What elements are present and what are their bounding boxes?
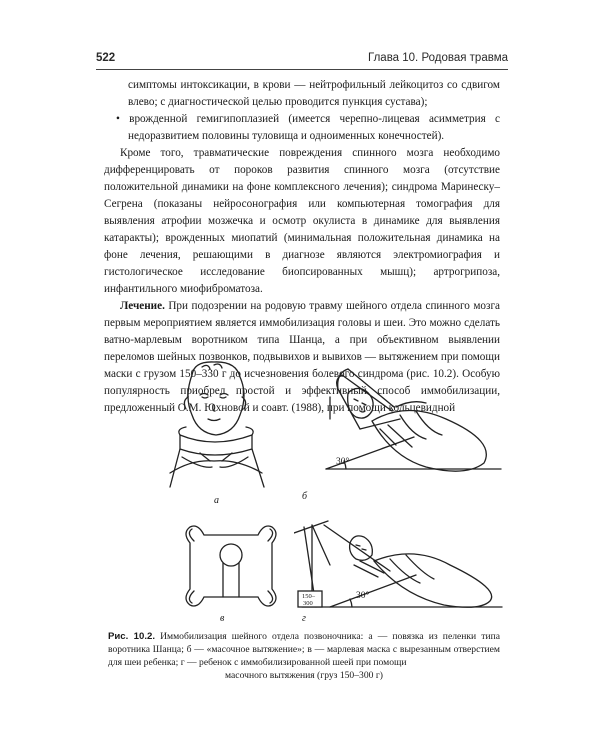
panel-label-d: г — [302, 613, 306, 624]
header-rule — [96, 69, 508, 70]
panel-label-a: а — [214, 495, 219, 506]
panel-label-b: б — [302, 491, 308, 502]
figure-caption — [108, 630, 500, 682]
bullet-item: • врожденной гемигипоплазией (имеется черепно-лицевая асимметрия с недоразвитием половины туловища и одноименных конечностей). — [116, 113, 500, 142]
panel-label-c: в — [220, 613, 225, 624]
page-number: 522 — [96, 52, 116, 64]
caption-last-line: масочного вытяжения (груз 150–300 г) — [225, 670, 383, 681]
mask-traction-illustration — [296, 359, 504, 479]
treatment-heading: Лечение. — [120, 300, 165, 312]
gauze-mask-illustration — [176, 523, 286, 611]
chapter-title: Глава 10. Родовая травма — [368, 52, 508, 64]
weight-label-bottom: 300 — [303, 600, 313, 607]
caption-figure-id: Рис. 10.2. — [108, 631, 155, 642]
weight-label-top: 150– — [302, 593, 315, 600]
angle-label-b: 30° — [336, 457, 350, 467]
treatment-text: При подозрении на родовую травму шейного отдела спинного мозга первым мероприятием является иммобилизация головы и шеи. Это можно сделать ватно-марлевым воротником типа Шанца, а при объективном выявлении переломов шейных позвонков, подвывихов и вывихов — вытяжением при помощи маски с грузом 150–330 г до исчезновения болевого синдрома (рис. 10.2). Особую популярность приобрел простой и эффективный способ иммобилизации, предложенный О.М. Юхновой и соавт. (1988), при помощи кольцевидной — [104, 300, 500, 414]
caption-text: Иммобилизация шейного отдела позвоночника: а — повязка из пеленки типа воротника Шанца; б — «масочное вытяжение»; в — марлевая маска с вырезанным отверстием для шеи ребенка; г — ребенок с иммобилизированной шеей при помощи — [108, 631, 500, 668]
figure-10-2 — [104, 355, 504, 627]
weighted-traction-illustration — [294, 515, 506, 615]
paragraph: Кроме того, травматические повреждения спинного мозга необходимо дифференцировать от пороков развития спинного мозга (отсутствие положительной динамики на фоне комплексного лечения); синдрома Маринеску–Сегрена (показаны нейросонография или компьютерная томография для выявления атрофии мозжечка и осмотр окулиста в динамике для выявления катаракты); врожденных миопатий (минимальная положительная динамика на фоне лечения, решающими в диагнозе являются электромиография и гистологическое исследование биопсированных мышц); артрогрипоза, инфантильного миофиброматоза. — [104, 147, 500, 295]
running-header — [96, 52, 508, 70]
angle-label-d: 30° — [356, 591, 370, 601]
bullet-continuation: симптомы интоксикации, в крови — нейтрофильный лейкоцитоз со сдвигом влево; с диагностической целью проводится пункция сустава); — [128, 79, 500, 108]
collar-illustration — [152, 357, 282, 492]
